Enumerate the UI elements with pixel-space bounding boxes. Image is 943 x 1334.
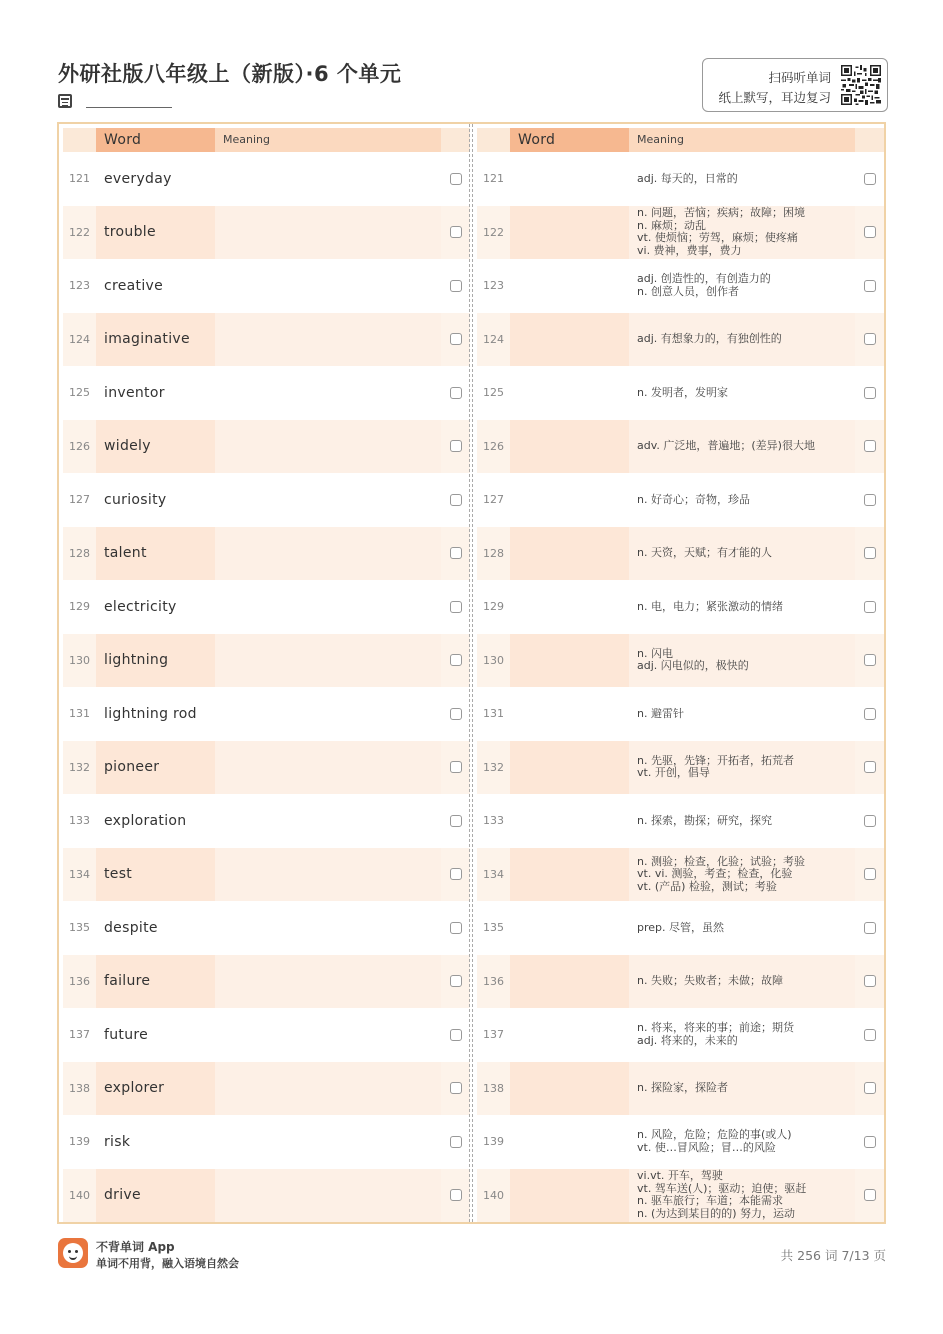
- column-header-meaning: Meaning: [629, 128, 855, 152]
- meaning-cell: n. 避雷针: [629, 687, 855, 741]
- fold-line-divider: [469, 124, 473, 1222]
- word-cell: creative: [96, 259, 215, 313]
- checkbox[interactable]: [864, 601, 876, 613]
- checkbox[interactable]: [864, 975, 876, 987]
- checkbox[interactable]: [450, 226, 462, 238]
- meaning-cell: n. 好奇心；奇物，珍品: [629, 473, 855, 527]
- table-row: [63, 955, 470, 1009]
- table-row: [477, 634, 884, 688]
- word-cell: test: [96, 848, 215, 902]
- checkbox[interactable]: [450, 280, 462, 292]
- meaning-cell: [215, 794, 441, 848]
- footer-slogan: 单词不用背，融入语境自然会: [96, 1257, 239, 1270]
- table-row: [477, 366, 884, 420]
- word-list-half: [63, 128, 470, 1222]
- row-number: 125: [477, 366, 510, 420]
- date-row: [58, 94, 172, 108]
- row-number: 135: [477, 901, 510, 955]
- meaning-cell: n. 先驱，先锋；开拓者，拓荒者 vt. 开创，倡导: [629, 741, 855, 795]
- row-number: 121: [63, 152, 96, 206]
- row-number: 122: [477, 206, 510, 260]
- checkbox[interactable]: [864, 815, 876, 827]
- meaning-cell: [215, 955, 441, 1009]
- checkbox[interactable]: [864, 654, 876, 666]
- word-cell: [510, 794, 629, 848]
- word-cell: [510, 259, 629, 313]
- checkbox-cell[interactable]: [441, 1115, 470, 1169]
- word-cell: [510, 1062, 629, 1116]
- meaning-cell: [215, 206, 441, 260]
- checkbox-cell[interactable]: [855, 634, 884, 688]
- word-cell: [510, 473, 629, 527]
- checkbox-cell[interactable]: [855, 1115, 884, 1169]
- table-row: [63, 634, 470, 688]
- footer-app-name: 不背单词 App: [96, 1240, 175, 1254]
- table-row: [63, 794, 470, 848]
- table-row: [477, 259, 884, 313]
- meaning-cell: n. 电，电力；紧张激动的情绪: [629, 580, 855, 634]
- checkbox[interactable]: [450, 1082, 462, 1094]
- checkbox-cell[interactable]: [855, 794, 884, 848]
- word-cell: [510, 366, 629, 420]
- checkbox[interactable]: [450, 922, 462, 934]
- checkbox[interactable]: [864, 547, 876, 559]
- table-row: [477, 1008, 884, 1062]
- table-header: [477, 128, 884, 152]
- checkbox-cell[interactable]: [855, 901, 884, 955]
- checkbox-cell[interactable]: [441, 955, 470, 1009]
- calendar-icon: [58, 94, 72, 108]
- table-row: [63, 1062, 470, 1116]
- row-number: 129: [477, 580, 510, 634]
- meaning-cell: n. 风险，危险；危险的事(或人) vt. 使…冒风险；冒…的风险: [629, 1115, 855, 1169]
- word-cell: [510, 580, 629, 634]
- checkbox[interactable]: [450, 173, 462, 185]
- checkbox[interactable]: [864, 1029, 876, 1041]
- checkbox[interactable]: [450, 494, 462, 506]
- table-row: [63, 366, 470, 420]
- row-number: 134: [63, 848, 96, 902]
- checkbox-cell[interactable]: [441, 259, 470, 313]
- word-cell: [510, 1008, 629, 1062]
- row-number: 130: [63, 634, 96, 688]
- checkbox-cell[interactable]: [441, 687, 470, 741]
- table-row: [477, 687, 884, 741]
- checkbox-cell[interactable]: [855, 1008, 884, 1062]
- meaning-cell: [215, 634, 441, 688]
- row-number: 129: [63, 580, 96, 634]
- row-number: 137: [477, 1008, 510, 1062]
- word-cell: [510, 1169, 629, 1223]
- row-number: 132: [63, 741, 96, 795]
- qr-panel: [702, 58, 888, 112]
- meaning-cell: [215, 1115, 441, 1169]
- table-row: [63, 1115, 470, 1169]
- word-cell: [510, 741, 629, 795]
- word-cell: pioneer: [96, 741, 215, 795]
- table-row: [477, 580, 884, 634]
- row-number: 136: [477, 955, 510, 1009]
- checkbox[interactable]: [864, 280, 876, 292]
- word-cell: talent: [96, 527, 215, 581]
- checkbox-cell[interactable]: [855, 366, 884, 420]
- word-cell: trouble: [96, 206, 215, 260]
- row-number: 133: [477, 794, 510, 848]
- word-cell: curiosity: [96, 473, 215, 527]
- meaning-cell: adj. 创造性的，有创造力的 n. 创意人员，创作者: [629, 259, 855, 313]
- checkbox[interactable]: [450, 868, 462, 880]
- checkbox[interactable]: [864, 1082, 876, 1094]
- word-cell: failure: [96, 955, 215, 1009]
- meaning-cell: [215, 848, 441, 902]
- meaning-cell: n. 问题，苦恼；疾病；故障；困境 n. 麻烦；动乱 vt. 使烦恼；劳驾，麻烦；使疼痛 vi. 费神，费事，费力: [629, 206, 855, 260]
- table-header: [63, 128, 470, 152]
- meaning-cell: [215, 473, 441, 527]
- checkbox-cell[interactable]: [855, 420, 884, 474]
- row-number: 139: [477, 1115, 510, 1169]
- table-row: [477, 794, 884, 848]
- checkbox-cell[interactable]: [441, 366, 470, 420]
- word-cell: risk: [96, 1115, 215, 1169]
- meaning-cell: n. 测验；检查，化验；试验；考验 vt. vi. 测验，考查；检查，化验 vt. (产品) 检验，测试；考验: [629, 848, 855, 902]
- checkbox-cell[interactable]: [441, 901, 470, 955]
- meaning-cell: [215, 901, 441, 955]
- checkbox[interactable]: [450, 333, 462, 345]
- checkbox[interactable]: [864, 173, 876, 185]
- checkbox-cell[interactable]: [855, 527, 884, 581]
- meaning-cell: [215, 580, 441, 634]
- qr-caption-review: 纸上默写，耳边复习: [718, 90, 831, 105]
- word-cell: [510, 527, 629, 581]
- table-row: [477, 955, 884, 1009]
- checkbox-cell[interactable]: [855, 848, 884, 902]
- word-cell: [510, 1115, 629, 1169]
- word-cell: [510, 901, 629, 955]
- word-cell: future: [96, 1008, 215, 1062]
- checkbox-cell[interactable]: [441, 741, 470, 795]
- table-row: [63, 473, 470, 527]
- meaning-cell: [215, 1169, 441, 1223]
- table-row: [63, 687, 470, 741]
- row-number: 123: [477, 259, 510, 313]
- meaning-cell: n. 探索，勘探；研究，探究: [629, 794, 855, 848]
- meaning-cell: [215, 527, 441, 581]
- checkbox-cell[interactable]: [441, 152, 470, 206]
- table-row: [63, 206, 470, 260]
- meaning-cell: [215, 420, 441, 474]
- word-cell: [510, 313, 629, 367]
- column-header-meaning: Meaning: [215, 128, 441, 152]
- table-row: [477, 473, 884, 527]
- checkbox-cell[interactable]: [855, 741, 884, 795]
- checkbox-cell[interactable]: [855, 1169, 884, 1223]
- table-row: [63, 420, 470, 474]
- table-row: [477, 527, 884, 581]
- checkbox[interactable]: [450, 654, 462, 666]
- meaning-cell: n. 探险家，探险者: [629, 1062, 855, 1116]
- checkbox[interactable]: [450, 387, 462, 399]
- meaning-cell: [215, 1008, 441, 1062]
- checkbox[interactable]: [864, 387, 876, 399]
- word-cell: lightning: [96, 634, 215, 688]
- row-number: 124: [477, 313, 510, 367]
- checkbox[interactable]: [864, 226, 876, 238]
- row-number: 123: [63, 259, 96, 313]
- meaning-cell: [215, 259, 441, 313]
- row-number: 139: [63, 1115, 96, 1169]
- checkbox[interactable]: [864, 333, 876, 345]
- checkbox[interactable]: [864, 494, 876, 506]
- checkbox[interactable]: [450, 815, 462, 827]
- word-cell: despite: [96, 901, 215, 955]
- table-row: [63, 1169, 470, 1223]
- checkbox-cell[interactable]: [441, 1008, 470, 1062]
- row-number: 138: [63, 1062, 96, 1116]
- table-row: [477, 1115, 884, 1169]
- table-row: [63, 580, 470, 634]
- meaning-cell: vi.vt. 开车，驾驶 vt. 驾车送(人)；驱动；迫使；驱赶 n. 驱车旅行；车道；本能需求 n. (为达到某目的的) 努力，运动: [629, 1169, 855, 1223]
- qr-code-icon[interactable]: [841, 65, 881, 105]
- meaning-cell: [215, 1062, 441, 1116]
- row-number: 130: [477, 634, 510, 688]
- checkbox-cell[interactable]: [441, 313, 470, 367]
- table-row: [63, 741, 470, 795]
- page-indicator: 共 256 词 7/13 页: [780, 1248, 886, 1263]
- row-number: 134: [477, 848, 510, 902]
- app-logo-icon: [58, 1238, 88, 1268]
- row-number: 121: [477, 152, 510, 206]
- checkbox-cell[interactable]: [441, 580, 470, 634]
- checkbox-cell[interactable]: [441, 794, 470, 848]
- table-row: [477, 152, 884, 206]
- checkbox-cell[interactable]: [855, 580, 884, 634]
- row-number: 128: [63, 527, 96, 581]
- checkbox[interactable]: [450, 975, 462, 987]
- row-number: 140: [477, 1169, 510, 1223]
- checkbox[interactable]: [864, 868, 876, 880]
- page-title: 外研社版八年级上（新版）·6 个单元: [58, 62, 402, 86]
- meaning-cell: n. 失败；失败者；未做；故障: [629, 955, 855, 1009]
- vocabulary-table: [57, 122, 886, 1224]
- word-cell: lightning rod: [96, 687, 215, 741]
- table-row: [63, 1008, 470, 1062]
- table-row: [63, 259, 470, 313]
- word-cell: explorer: [96, 1062, 215, 1116]
- checkbox[interactable]: [864, 922, 876, 934]
- meaning-cell: [215, 313, 441, 367]
- word-cell: inventor: [96, 366, 215, 420]
- row-number: 126: [63, 420, 96, 474]
- checkbox-cell[interactable]: [441, 420, 470, 474]
- row-number: 131: [477, 687, 510, 741]
- checkbox-cell[interactable]: [855, 206, 884, 260]
- word-cell: [510, 955, 629, 1009]
- table-row: [477, 420, 884, 474]
- checkbox-cell[interactable]: [855, 687, 884, 741]
- row-number: 122: [63, 206, 96, 260]
- word-cell: [510, 206, 629, 260]
- row-number: 127: [477, 473, 510, 527]
- checkbox[interactable]: [864, 1136, 876, 1148]
- table-row: [477, 741, 884, 795]
- word-cell: [510, 420, 629, 474]
- meaning-list-half: [477, 128, 884, 1222]
- checkbox-cell[interactable]: [441, 1169, 470, 1223]
- row-number: 140: [63, 1169, 96, 1223]
- checkbox[interactable]: [864, 708, 876, 720]
- checkbox[interactable]: [450, 547, 462, 559]
- table-row: [63, 848, 470, 902]
- row-number: 131: [63, 687, 96, 741]
- meaning-cell: n. 发明者，发明家: [629, 366, 855, 420]
- row-number: 127: [63, 473, 96, 527]
- checkbox-cell[interactable]: [855, 259, 884, 313]
- meaning-cell: adj. 有想象力的，有独创性的: [629, 313, 855, 367]
- meaning-cell: [215, 741, 441, 795]
- table-row: [477, 313, 884, 367]
- word-cell: [510, 634, 629, 688]
- meaning-cell: adj. 每天的，日常的: [629, 152, 855, 206]
- word-cell: electricity: [96, 580, 215, 634]
- meaning-cell: [215, 152, 441, 206]
- checkbox[interactable]: [450, 1029, 462, 1041]
- column-header-word: Word: [96, 128, 215, 152]
- checkbox-cell[interactable]: [855, 473, 884, 527]
- row-number: 138: [477, 1062, 510, 1116]
- row-number: 124: [63, 313, 96, 367]
- qr-caption-listen: 扫码听单词: [768, 70, 831, 85]
- meaning-cell: n. 天资，天赋；有才能的人: [629, 527, 855, 581]
- row-number: 136: [63, 955, 96, 1009]
- word-cell: everyday: [96, 152, 215, 206]
- table-row: [63, 901, 470, 955]
- checkbox-cell[interactable]: [855, 1062, 884, 1116]
- row-number: 128: [477, 527, 510, 581]
- table-row: [63, 527, 470, 581]
- checkbox[interactable]: [450, 708, 462, 720]
- checkbox-cell[interactable]: [441, 527, 470, 581]
- table-row: [63, 313, 470, 367]
- row-number: 133: [63, 794, 96, 848]
- checkbox[interactable]: [450, 440, 462, 452]
- row-number: 125: [63, 366, 96, 420]
- checkbox[interactable]: [450, 761, 462, 773]
- checkbox-cell[interactable]: [855, 152, 884, 206]
- word-cell: imaginative: [96, 313, 215, 367]
- meaning-cell: [215, 366, 441, 420]
- row-number: 135: [63, 901, 96, 955]
- row-number: 126: [477, 420, 510, 474]
- word-cell: [510, 848, 629, 902]
- word-cell: [510, 687, 629, 741]
- checkbox[interactable]: [450, 601, 462, 613]
- meaning-cell: prep. 尽管，虽然: [629, 901, 855, 955]
- table-row: [477, 1062, 884, 1116]
- word-cell: [510, 152, 629, 206]
- table-row: [477, 901, 884, 955]
- meaning-cell: adv. 广泛地，普遍地；(差异)很大地: [629, 420, 855, 474]
- word-cell: widely: [96, 420, 215, 474]
- table-row: [63, 152, 470, 206]
- word-cell: exploration: [96, 794, 215, 848]
- checkbox[interactable]: [864, 1189, 876, 1201]
- checkbox-cell[interactable]: [441, 473, 470, 527]
- meaning-cell: [215, 687, 441, 741]
- table-row: [477, 1169, 884, 1223]
- checkbox-cell[interactable]: [441, 1062, 470, 1116]
- checkbox-cell[interactable]: [441, 206, 470, 260]
- checkbox-cell[interactable]: [441, 634, 470, 688]
- word-cell: drive: [96, 1169, 215, 1223]
- meaning-cell: n. 将来，将来的事；前途；期货 adj. 将来的，未来的: [629, 1008, 855, 1062]
- date-blank-line: [86, 107, 172, 108]
- meaning-cell: n. 闪电 adj. 闪电似的，极快的: [629, 634, 855, 688]
- table-row: [477, 848, 884, 902]
- table-row: [477, 206, 884, 260]
- checkbox[interactable]: [450, 1136, 462, 1148]
- row-number: 137: [63, 1008, 96, 1062]
- checkbox[interactable]: [864, 761, 876, 773]
- checkbox-cell[interactable]: [855, 313, 884, 367]
- checkbox[interactable]: [450, 1189, 462, 1201]
- row-number: 132: [477, 741, 510, 795]
- checkbox-cell[interactable]: [441, 848, 470, 902]
- checkbox-cell[interactable]: [855, 955, 884, 1009]
- checkbox[interactable]: [864, 440, 876, 452]
- column-header-word: Word: [510, 128, 629, 152]
